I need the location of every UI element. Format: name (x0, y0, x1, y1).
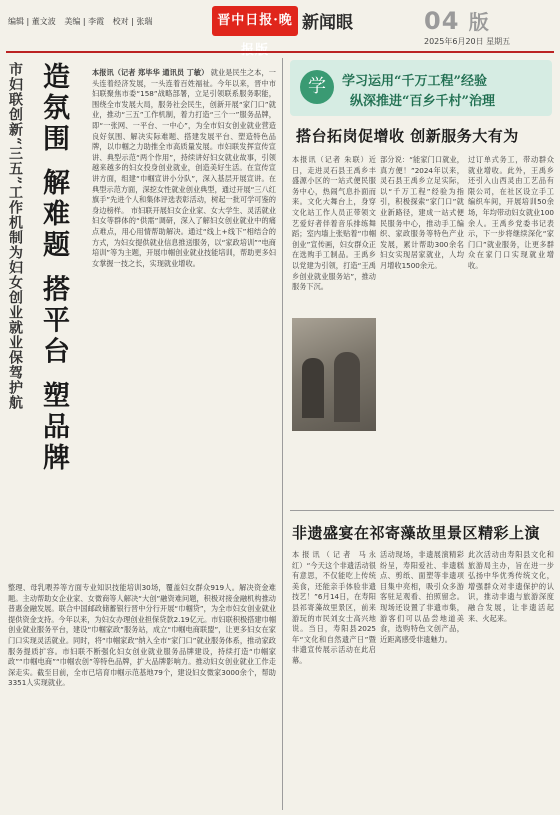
news-photo (292, 318, 376, 431)
right-top-col-1: 本报讯（记者 朱联）近日，走进灵石县王禹乡丰盛源小区的一站式便民服务中心，热闹气息扑面而来。文化大舞台上，身穿文化站工作人员正带领文艺爱好者伴着音乐排练舞蹈；室内墙上张贴着“巾帼创业”宣传画，妇女群众正在选购手工制品。王禹乡以党建为引领，打造“王禹乡创业就业服务站”，推动服务下沉。 (292, 155, 376, 292)
right-top-col-3: 过订单式务工，带动群众就业增收。此外，王禹乡还引入山西灵由工艺品有限公司，在社区设立手工编织车间，开展培训50余场，年均带动妇女就业100余人。王禹乡党委书记表示，下一步将继续深化“家门口”就业服务，让更多群众在家门口实现就业增收。 (468, 155, 554, 270)
left-body-mid-text: 市妇联开展妇女企业家、女大学生、灵活就业妇女等群体的“供需”调研，深入了解妇女创业就业中的痛点难点，用心用情帮助解决。通过“线上+线下”相结合的方式，为妇女提供就业信息推送服务，以“家政培训”“电商培训”等为主题，开展巾帼创业就业技能培训，帮助更多妇女掌握一技之长，实现就业增收。 (92, 205, 276, 268)
right-bottom-headline: 非遗盛宴在祁寄藻故里景区精彩上演 (292, 524, 541, 542)
page-number-suffix: 版 (468, 10, 490, 34)
right-top-headline: 搭台拓岗促增收 创新服务大有为 (296, 127, 519, 145)
right-top-col-2: 部分说：“能家门口就业，真方便！”2024年以来，灵石县王禹乡立足实际，以“千万工程”经验为指引，积极探索“家门口”就业新路径，建成一站式便民服务中心，推动手工编织、家政服务等特色产业发展，累计帮助300余名妇女实现居家就业，人均月增收1500余元。 (380, 155, 464, 270)
left-article-body-top (92, 68, 276, 583)
right-bottom-col-2: 活动现场，非遗展演精彩纷呈，寿阳爱社、非遗糕点、剪纸、面塑等非遗项目集中亮相，吸引众多游客驻足观看、拍照留念。现场还设置了非遗市集，游客们可以品尝地道美食，选购特色文创产品，近距离感受非遗魅力。 (380, 550, 464, 644)
designer-credit: 美编 | 李霞 (64, 17, 105, 26)
page-number (424, 6, 490, 35)
section-title: 新闻眼 (302, 13, 353, 33)
masthead-credits (8, 16, 158, 27)
banner-emblem-icon: 学 (300, 70, 334, 104)
editor-credit: 编辑 | 董文波 (8, 17, 56, 26)
right-bottom-col-3: 此次活动由寿阳县文化和旅游局主办，旨在进一步弘扬中华优秀传统文化，增强群众对非遗保护的认识，推动非遗与旅游深度融合发展，让非遗活起来、火起来。 (468, 550, 554, 623)
left-body-top-text: 就业是民生之本，一头连着经济发展，一头连着百姓福祉。今年以来，晋中市妇联聚焦市委“158”战略部署，立足引领联系服务职能，围绕全市发展大局，服务社会民生，创新开展“家门口”就业，推动“三五”工作机制，着力打造“三个一”服务品牌，即“一张网、一平台、一中心”，为全市妇女创业就业营造良好氛围、解决实际难题、搭建发展平台、塑造特色品牌，以巾帼之力助推全市高质量发展。市妇联发挥宣传宣讲、典型示范“两个作用”，持续讲好妇女就业故事，引领越来越多的妇女投身创业就业，创造美好生活。在宣传宣讲方面，组建“巾帼宣讲小分队”，深入基层开展宣讲。在典型示范方面，深挖女性就业创业典型，通过开展“三八红旗手”先进个人和集体评选表彰活动，树起一批可学可鉴的身边榜样。 (92, 68, 276, 215)
right-bottom-col-1: 本报讯（记者 马永红）“今天这个非遗活动很有意思，不仅能吃上传统美食，还能亲手体验非遗技艺！”6月14日，在寿阳县祁寄藻故里景区，前来游玩的市民刘女士高兴地说。当日，寿阳县2025年“文化和自然遗产日”暨非遗宣传展示活动在此启幕。 (292, 550, 376, 665)
issue-date: 2025年6月20日 星期五 (424, 37, 511, 46)
left-byline: 本报讯（记者 郑毕华 通讯员 丁敏） (92, 68, 209, 77)
left-article-body-bottom: 整理、母乳喂养等方面专业知识技能培训30场，覆盖妇女群众919人。解决资金难题。主动帮助女企业家、女微商等人解决“大创”融资难问题，积极对接金融机构推动普惠金融发展。联合中国邮政储蓄银行晋中分行开展“巾帼贷”，为全市妇女创业就业提供资金支持。今年以来，为妇女办理创业担保贷款2.19亿元。市妇联积极搭建巾帼创业就业服务平台，建设“巾帼家政”服务站，成立“巾帼电商联盟”，让更多妇女在家门口实现灵活就业。同时，将“巾帼家政”纳入全市“家门口”就业服务体系，推动家政服务提质扩容。市妇联不断强化妇女创业就业服务品牌建设，持续打造“巾帼家政”“巾帼电商”“巾帼农创”等特色品牌，扩大品牌影响力。推动妇女创业就业工作走深走实。截至目前，全市已培育巾帼示范基地79个，建设妇女微家3000余个，帮助3351人实现就业。 (8, 583, 276, 688)
newspaper-logo: 晋中日报·晚 (212, 6, 298, 36)
column-divider (282, 58, 283, 810)
left-headline: 造氛围 解难题 搭平台 塑品牌 (38, 62, 69, 475)
proof-credit: 校对 | 张瑞 (112, 17, 153, 26)
banner-line-1: 学习运用“千万工程”经验 (342, 74, 487, 89)
page-number-value: 04 (424, 7, 460, 35)
masthead-rule (6, 51, 554, 53)
section-divider (290, 510, 554, 511)
left-subheadline: 市妇联创新“三五”工作机制为妇女创业就业保驾护航 (7, 62, 23, 411)
banner-line-2: 纵深推进“百乡千村”治理 (350, 94, 495, 109)
